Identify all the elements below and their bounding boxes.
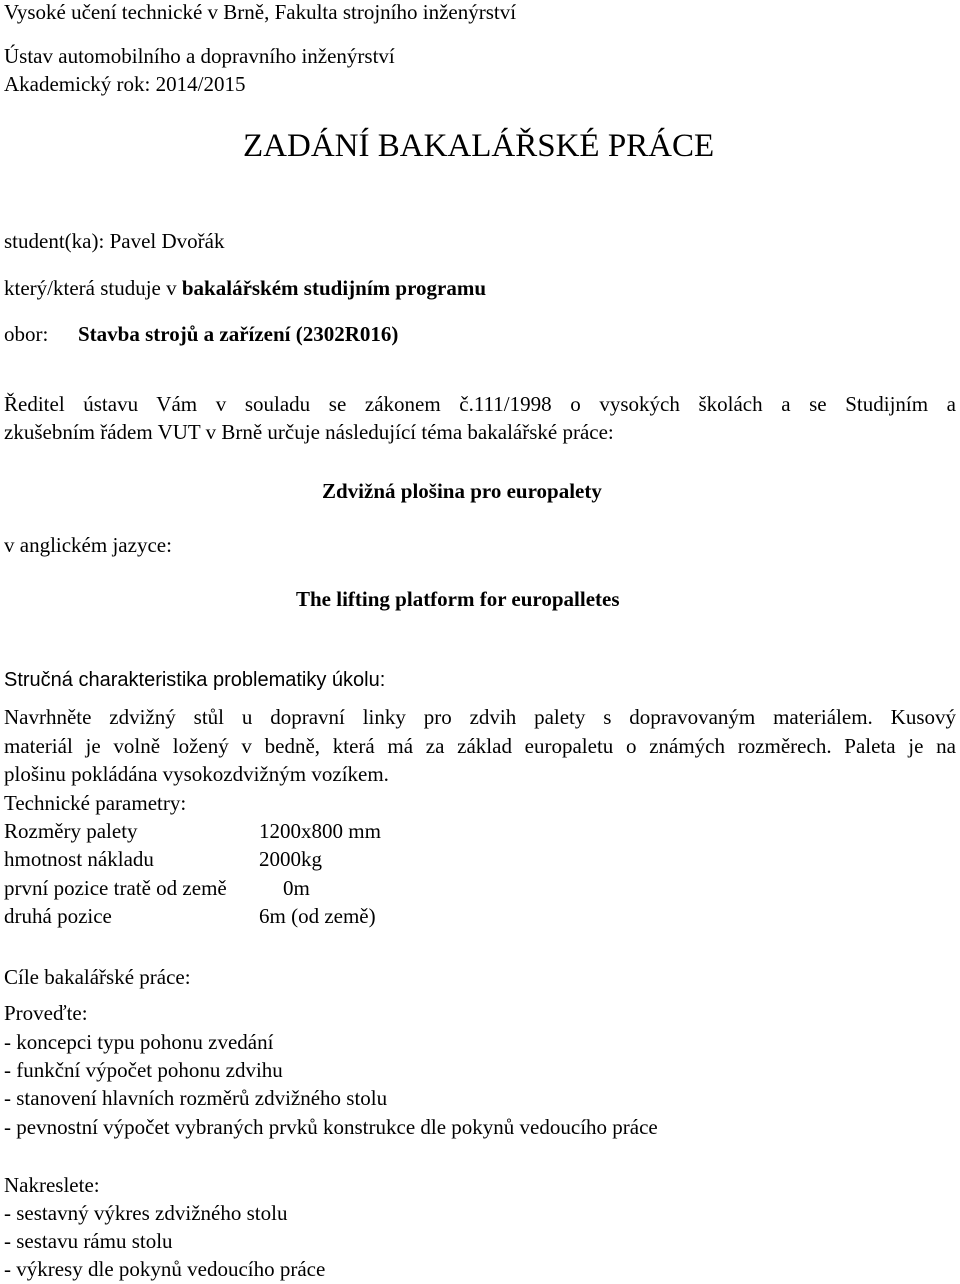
list-item: - sestavný výkres zdvižného stolu [4,1201,288,1225]
parameter-label: druhá pozice [4,904,112,928]
parameters-heading: Technické parametry: [4,791,187,815]
parameter-label: Rozměry palety [4,819,138,843]
program-name: bakalářském studijním programu [181,276,487,300]
parameter-value: 6m (od země) [259,904,376,928]
list-item: - stanovení hlavních rozměrů zdvižného stolu [4,1086,388,1110]
academic-year: Akademický rok: 2014/2015 [4,72,246,96]
parameter-value: 0m [283,876,310,900]
topic-czech: Zdvižná plošina pro europalety [322,479,602,503]
institute-name: Ústav automobilního a dopravního inženýrství [4,44,395,68]
field-label: obor: [4,322,49,346]
do-heading: Proveďte: [4,1001,88,1025]
document-title: ZADÁNÍ BAKALÁŘSKÉ PRÁCE [243,128,715,164]
characteristics-heading: Stručná charakteristika problematiky úkolu: [4,669,386,691]
parameter-value: 1200x800 mm [259,819,381,843]
english-label: v anglickém jazyce: [4,533,172,557]
topic-english: The lifting platform for europalletes [296,587,620,611]
intro-line-1: Ředitel ústavu Vám v souladu se zákonem č.111/1998 o vysokých školách a se Studijním a [4,392,956,416]
characteristics-line-1: Navrhněte zdvižný stůl u dopravní linky pro zdvih palety s dopravovaným materiálem. Kusový [4,705,956,729]
draw-heading: Nakreslete: [4,1173,100,1197]
university-name: Vysoké učení technické v Brně, Fakulta strojního inženýrství [4,0,517,24]
list-item: - výkresy dle pokynů vedoucího práce [4,1257,326,1281]
parameter-label: první pozice tratě od země [4,876,227,900]
intro-line-2: zkušebním řádem VUT v Brně určuje následující téma bakalářské práce: [4,420,614,444]
list-item: - sestavu rámu stolu [4,1229,173,1253]
student-name: Pavel Dvořák [109,229,225,253]
characteristics-line-2: materiál je volně ložený v bedně, která má za základ europaletu o známých rozměrech. Paleta je na [4,734,956,758]
characteristics-line-3: plošinu pokládána vysokozdvižným vozíkem. [4,762,389,786]
list-item: - koncepci typu pohonu zvedání [4,1030,274,1054]
list-item: - funkční výpočet pohonu zdvihu [4,1058,283,1082]
parameter-label: hmotnost nákladu [4,847,154,871]
student-label: student(ka): [4,229,105,253]
student-line [4,229,224,254]
goals-heading: Cíle bakalářské práce: [4,965,191,989]
program-prefix: který/která studuje v [4,276,177,300]
program-line [4,276,486,301]
list-item: - pevnostní výpočet vybraných prvků konstrukce dle pokynů vedoucího práce [4,1115,658,1139]
field-name: Stavba strojů a zařízení (2302R016) [78,322,399,346]
parameter-value: 2000kg [259,847,322,871]
